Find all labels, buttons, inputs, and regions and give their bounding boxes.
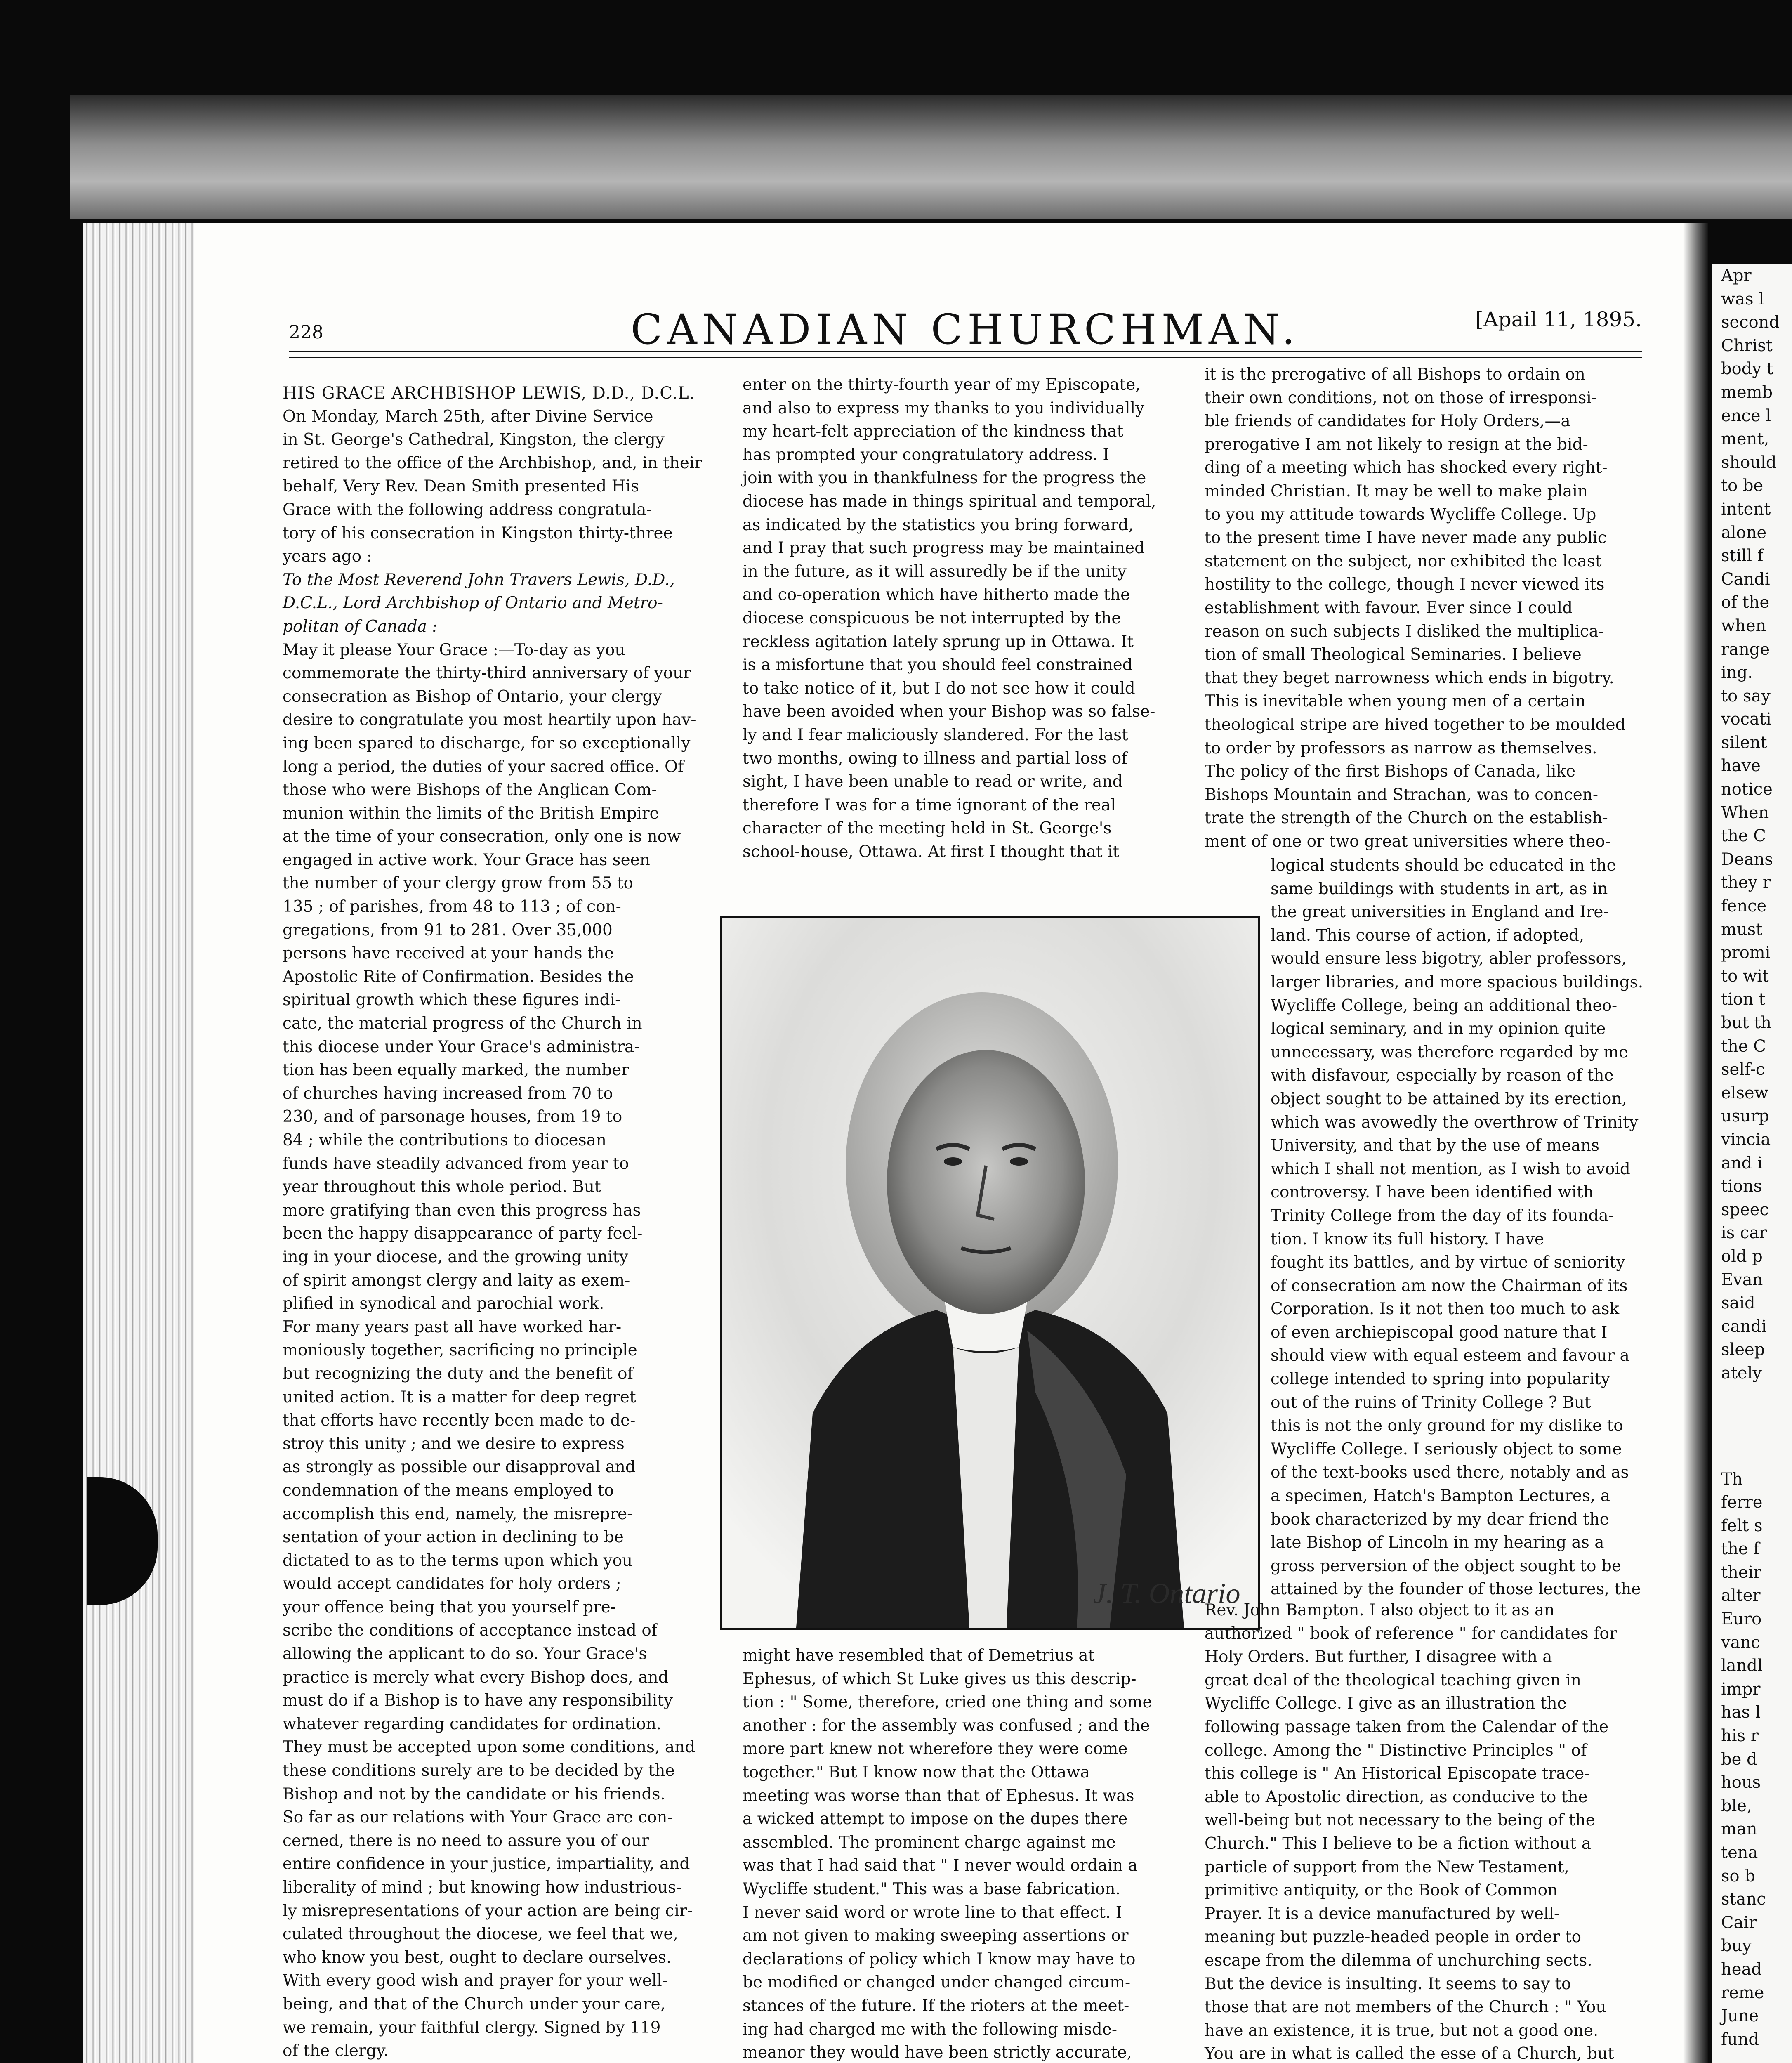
facing-page-line: reme [1721, 1983, 1764, 2002]
text-line: long a period, the duties of your sacred office. Of [283, 757, 684, 776]
facing-page-line: body t [1721, 359, 1773, 379]
text-line: stroy this unity ; and we desire to express [283, 1434, 625, 1453]
text-line: D.C.L., Lord Archbishop of Ontario and Metro- [283, 594, 663, 613]
text-line: with disfavour, especially by reason of the [1271, 1066, 1614, 1085]
text-line: must do if a Bishop is to have any responsibility [283, 1691, 673, 1710]
text-line: Holy Orders. But further, I disagree with a [1205, 1648, 1552, 1666]
text-line: character of the meeting held in St. George's [743, 819, 1112, 838]
text-line: Apostolic Rite of Confirmation. Besides the [283, 967, 634, 986]
text-line: of churches having increased from 70 to [283, 1084, 613, 1103]
text-line: controversy. I have been identified with [1271, 1183, 1594, 1202]
facing-page-line: candi [1721, 1317, 1767, 1336]
text-line: that they beget narrowness which ends in bigotry. [1205, 668, 1615, 687]
text-line: particle of support from the New Testament, [1205, 1858, 1569, 1877]
text-line: was that I had said that " I never would ordain a [743, 1856, 1138, 1875]
facing-page-line: elsew [1721, 1083, 1768, 1102]
text-line: Wycliffe student." This was a base fabrication. [743, 1879, 1121, 1898]
text-line: ding of a meeting which has shocked every right- [1205, 458, 1608, 477]
text-line: entire confidence in your justice, impartiality, and [283, 1855, 690, 1874]
text-line: object sought to be attained by its erection, [1271, 1089, 1627, 1108]
text-line: larger libraries, and more spacious buildings. [1271, 972, 1643, 991]
text-line: who know you best, ought to declare ourselves. [283, 1948, 672, 1967]
facing-page-line: When [1721, 803, 1769, 822]
text-line: 84 ; while the contributions to diocesan [283, 1131, 606, 1150]
text-line: in St. George's Cathedral, Kingston, the clergy [283, 430, 665, 449]
text-line: escape from the dilemma of unchurching sects. [1205, 1951, 1592, 1970]
text-line: this college is " An Historical Episcopate trace- [1205, 1764, 1590, 1783]
text-line: as strongly as possible our disapproval and [283, 1458, 636, 1477]
text-line: ly and I fear maliciously slandered. For the last [743, 725, 1128, 744]
text-line: and also to express my thanks to you individually [743, 399, 1145, 418]
text-line: funds have steadily advanced from year to [283, 1154, 629, 1173]
text-line: their own conditions, not on those of irresponsi- [1205, 388, 1597, 407]
masthead-title: CANADIAN CHURCHMAN. [630, 305, 1300, 354]
text-line: same buildings with students in art, as in [1271, 879, 1608, 898]
text-line: to the present time I have never made any public [1205, 529, 1607, 548]
text-line: school-house, Ottawa. At first I thought that it [743, 842, 1120, 861]
archbishop-portrait [720, 916, 1260, 1630]
portrait-signature: J. T. Ontario [1093, 1578, 1240, 1610]
book-page-edges [83, 223, 194, 2063]
text-line: which was avowedly the overthrow of Trinity [1271, 1113, 1639, 1132]
text-line: Prayer. It is a device manufactured by well- [1205, 1904, 1560, 1923]
facing-page-line: the C [1721, 826, 1766, 846]
facing-page-line: June [1721, 2006, 1759, 2026]
text-line: attained by the founder of those lectures, the [1271, 1580, 1641, 1599]
page-number: 228 [289, 322, 323, 343]
text-line: Wycliffe College. I give as an illustration the [1205, 1694, 1567, 1713]
text-line: I never said word or wrote line to that effect. I [743, 1903, 1122, 1922]
facing-page-line: fund [1721, 2030, 1759, 2049]
text-line: retired to the office of the Archbishop, and, in their [283, 453, 703, 472]
text-line: tion has been equally marked, the number [283, 1061, 629, 1080]
text-line: another : for the assembly was confused ; and the [743, 1716, 1150, 1735]
facing-page-line: Th [1721, 1469, 1743, 1489]
text-line: join with you in thankfulness for the progress the [743, 469, 1146, 488]
facing-page-line: Euro [1721, 1610, 1762, 1629]
text-line: culated throughout the diocese, we feel that we, [283, 1925, 678, 1944]
text-line: For many years past all have worked har- [283, 1317, 622, 1336]
text-line: to order by professors as narrow as themselves. [1205, 739, 1597, 758]
text-line: might have resembled that of Demetrius at [743, 1646, 1095, 1665]
column-2-bottom [743, 1644, 1188, 2063]
text-line: year throughout this whole period. But [283, 1178, 601, 1197]
text-line: cate, the material progress of the Church in [283, 1014, 642, 1033]
facing-page-line: usurp [1721, 1107, 1769, 1126]
text-line: munion within the limits of the British Empire [283, 804, 659, 823]
text-line: theological stripe are hived together to be moulded [1205, 715, 1626, 734]
text-line: two months, owing to illness and partial loss of [743, 749, 1127, 768]
facing-page-line: vocati [1721, 710, 1771, 729]
facing-page-line: vanc [1721, 1633, 1760, 1652]
text-line: liberality of mind ; but knowing how industrious- [283, 1878, 682, 1897]
facing-page-line: Evan [1721, 1270, 1763, 1289]
text-line: condemnation of the means employed to [283, 1481, 614, 1500]
facing-page-line: Cair [1721, 1913, 1757, 1932]
text-line: statement on the subject, nor exhibited the least [1205, 552, 1602, 571]
text-line: ing been spared to discharge, for so exceptionally [283, 734, 691, 753]
text-line: So far as our relations with Your Grace are con- [283, 1808, 673, 1827]
facing-page-line: ing. [1721, 663, 1753, 682]
text-line: tion of small Theological Seminaries. I believe [1205, 645, 1582, 664]
text-line: out of the ruins of Trinity College ? But [1271, 1393, 1591, 1412]
text-line: Grace with the following address congratula- [283, 500, 652, 519]
text-line: am not given to making sweeping assertions or [743, 1926, 1129, 1945]
facing-page-line: tion t [1721, 990, 1766, 1009]
text-line: more part knew not wherefore they were come [743, 1740, 1128, 1759]
text-line: years ago : [283, 547, 372, 566]
facing-page-line: alone [1721, 523, 1767, 542]
text-line: reckless agitation lately sprung up in Ottawa. It [743, 632, 1134, 651]
text-line: The policy of the first Bishops of Canada, like [1205, 762, 1576, 781]
text-line: a wicked attempt to impose on the dupes there [743, 1810, 1128, 1829]
facing-page-line: is car [1721, 1223, 1767, 1243]
facing-page-line: they r [1721, 873, 1771, 892]
text-line: and co-operation which have hitherto made the [743, 585, 1130, 604]
column-1 [283, 382, 736, 2063]
facing-page-line: impr [1721, 1679, 1761, 1699]
text-line: Trinity College from the day of its founda- [1271, 1206, 1614, 1225]
text-line: my heart-felt appreciation of the kindness that [743, 422, 1124, 441]
text-line: tion. I know its full history. I have [1271, 1230, 1544, 1249]
facing-page-line: fence [1721, 897, 1767, 916]
text-line: of consecration am now the Chairman of its [1271, 1276, 1628, 1295]
text-line: stances of the future. If the rioters at the meet- [743, 1996, 1129, 2015]
text-line: diocese conspicuous be not interrupted by the [743, 609, 1121, 628]
text-line: practice is merely what every Bishop does, and [283, 1668, 669, 1687]
text-line: we remain, your faithful clergy. Signed by 119 [283, 2018, 661, 2037]
facing-page-line: man [1721, 1820, 1757, 1839]
facing-page-line: Deans [1721, 850, 1773, 869]
column-3-narrow-body [1271, 854, 1650, 1601]
facing-page-line: memb [1721, 382, 1773, 402]
facing-page-line: ble, [1721, 1796, 1752, 1815]
text-line: being, and that of the Church under your care, [283, 1995, 666, 2013]
facing-page-line: felt s [1721, 1516, 1763, 1535]
text-line: assembled. The prominent charge against me [743, 1833, 1116, 1852]
text-line: ly misrepresentations of your action are being cir- [283, 1901, 693, 1920]
header-rule [289, 351, 1642, 352]
text-line: accomplish this end, namely, the misrepre- [283, 1504, 633, 1523]
text-line: declarations of policy which I know may have to [743, 1950, 1136, 1969]
text-line: tory of his consecration in Kingston thirty-three [283, 524, 673, 543]
facing-page-line: was l [1721, 289, 1764, 309]
facing-page-line: Christ [1721, 336, 1773, 355]
facing-page-line: Candi [1721, 569, 1770, 589]
facing-page-line: so b [1721, 1866, 1755, 1886]
scan-frame-top [70, 95, 1792, 219]
facing-page-line: promi [1721, 943, 1771, 963]
text-line: well-being but not necessary to the being of the [1205, 1811, 1595, 1830]
text-line: college intended to spring into popularity [1271, 1370, 1610, 1389]
text-line: would ensure less bigotry, abler professors, [1271, 949, 1627, 968]
text-line: meeting was worse than that of Ephesus. It was [743, 1786, 1134, 1805]
column-2-bottom-body [743, 1644, 1188, 2063]
text-line: May it please Your Grace :—To-day as you [283, 640, 625, 659]
text-line: gross perversion of the object sought to be [1271, 1556, 1621, 1575]
text-line: following passage taken from the Calendar of the [1205, 1717, 1609, 1736]
facing-page-line: stanc [1721, 1890, 1766, 1909]
facing-page-line: old p [1721, 1246, 1763, 1266]
facing-page-line: said [1721, 1294, 1755, 1313]
text-line: scribe the conditions of acceptance instead of [283, 1621, 658, 1640]
text-line: diocese has made in things spiritual and temporal, [743, 492, 1156, 511]
text-line: have been avoided when your Bishop was so false- [743, 702, 1155, 721]
text-line: On Monday, March 25th, after Divine Service [283, 407, 653, 426]
text-line: able to Apostolic direction, as conducive to the [1205, 1787, 1588, 1806]
text-line: logical seminary, and in my opinion quite [1271, 1020, 1606, 1039]
facing-page-line: ment, [1721, 430, 1769, 449]
text-line: at the time of your consecration, only one is now [283, 827, 681, 846]
text-line: sentation of your action in declining to be [283, 1528, 624, 1547]
text-line: sight, I have been unable to read or write, and [743, 772, 1123, 791]
facing-page-line: ately [1721, 1363, 1762, 1383]
text-line: these conditions surely are to be decided by the [283, 1761, 675, 1780]
facing-page-line: have [1721, 756, 1761, 776]
column-3-bottom-body [1205, 1599, 1650, 2063]
text-line: plified in synodical and parochial work. [283, 1294, 604, 1313]
facing-page-text [1712, 264, 1792, 2051]
text-line: unnecessary, was therefore regarded by me [1271, 1043, 1629, 1062]
text-line: should view with equal esteem and favour a [1271, 1346, 1629, 1365]
text-line: authorized " book of reference " for candidates for [1205, 1624, 1617, 1643]
text-line: primitive antiquity, or the Book of Common [1205, 1881, 1558, 1900]
facing-page-line: Apr [1721, 266, 1752, 285]
text-line: University, and that by the use of means [1271, 1136, 1599, 1155]
text-line: the number of your clergy grow from 55 to [283, 874, 633, 893]
column-3-bottom [1205, 1599, 1650, 2063]
text-line: persons have received at your hands the [283, 944, 614, 963]
facing-page-line: buy [1721, 1936, 1752, 1956]
text-line: those who were Bishops of the Anglican Com- [283, 781, 657, 800]
facing-page-line: the f [1721, 1539, 1760, 1559]
text-line: moniously together, sacrificing no principle [283, 1341, 637, 1360]
text-line: establishment with favour. Ever since I could [1205, 598, 1573, 617]
facing-page-line: still f [1721, 546, 1764, 566]
text-line: been the happy disappearance of party feel- [283, 1224, 643, 1243]
facing-page-line: and i [1721, 1153, 1763, 1173]
text-line: it is the prerogative of all Bishops to ordain on [1205, 365, 1585, 384]
book-gutter [1683, 223, 1708, 2063]
column-2-top [743, 373, 1188, 864]
text-line: reason on such subjects I disliked the multiplica- [1205, 622, 1604, 641]
facing-page-line: the C [1721, 1036, 1766, 1056]
text-line: this is not the only ground for my dislike to [1271, 1416, 1623, 1435]
text-line: this diocese under Your Grace's administra- [283, 1037, 640, 1056]
article-title: HIS GRACE ARCHBISHOP LEWIS, D.D., D.C.L. [283, 384, 695, 403]
facing-page-line: tena [1721, 1843, 1758, 1862]
text-line: You are in what is called the esse of a Church, but [1205, 2044, 1614, 2063]
facing-page-line: ferre [1721, 1493, 1763, 1512]
column-1-body [283, 405, 736, 2063]
text-line: Bishops Mountain and Strachan, was to concen- [1205, 785, 1599, 804]
text-line: would accept candidates for holy orders ; [283, 1574, 621, 1593]
text-line: meanor they would have been strictly accurate, [743, 2043, 1132, 2062]
facing-page-line: hous [1721, 1773, 1761, 1792]
issue-date: [Apail 11, 1895. [1475, 307, 1642, 331]
text-line: Ephesus, of which St Luke gives us this descrip- [743, 1669, 1137, 1688]
text-line: which I shall not mention, as I wish to avoid [1271, 1159, 1630, 1178]
text-line: logical students should be educated in the [1271, 856, 1616, 875]
text-line: behalf, Very Rev. Dean Smith presented His [283, 477, 639, 496]
text-line: great deal of the theological teaching given in [1205, 1671, 1582, 1690]
facing-page-line: head [1721, 1959, 1762, 1979]
page-header [289, 297, 1642, 355]
facing-page-line: second [1721, 313, 1780, 332]
facing-page-line: their [1721, 1563, 1761, 1582]
text-line: be modified or changed under changed circum- [743, 1973, 1131, 1992]
text-line: 135 ; of parishes, from 48 to 113 ; of con- [283, 897, 621, 916]
text-line: hostility to the college, though I never viewed its [1205, 575, 1605, 594]
text-line: allowing the applicant to do so. Your Grace's [283, 1645, 647, 1664]
text-line: commemorate the thirty-third anniversary of your [283, 664, 691, 683]
text-line: book characterized by my dear friend the [1271, 1510, 1609, 1529]
text-line: those that are not members of the Church : " You [1205, 1998, 1606, 2017]
text-line: engaged in active work. Your Grace has seen [283, 850, 650, 869]
text-line: ing had charged me with the following misde- [743, 2020, 1118, 2039]
text-line: tion : " Some, therefore, cried one thing and some [743, 1693, 1152, 1712]
facing-page-line: to say [1721, 686, 1771, 706]
text-line: Rev. John Bampton. I also object to it as an [1205, 1601, 1555, 1619]
text-line: of the clergy. [283, 2042, 389, 2061]
text-line: They must be accepted upon some conditions, and [283, 1738, 696, 1757]
text-line: as indicated by the statistics you bring forward, [743, 515, 1134, 534]
text-line: the great universities in England and Ire- [1271, 903, 1609, 922]
text-line: But the device is insulting. It seems to say to [1205, 1974, 1571, 1993]
text-line: Bishop and not by the candidate or his friends. [283, 1784, 665, 1803]
facing-page-line: his r [1721, 1726, 1759, 1746]
text-line: late Bishop of Lincoln in my hearing as a [1271, 1533, 1604, 1552]
text-line: consecration as Bishop of Ontario, your clergy [283, 687, 662, 706]
facing-page-line: sleep [1721, 1340, 1765, 1360]
text-line: of spirit amongst clergy and laity as exem- [283, 1271, 630, 1290]
text-line: ble friends of candidates for Holy Orders,—a [1205, 412, 1570, 431]
text-line: together." But I know now that the Ottawa [743, 1763, 1090, 1782]
facing-page-line: when [1721, 616, 1766, 635]
text-line: Wycliffe College. I seriously object to some [1271, 1440, 1622, 1459]
column-3-narrow [1271, 854, 1650, 1601]
portrait-engraving [722, 918, 1258, 1628]
facing-page-line: notice [1721, 780, 1773, 799]
text-line: therefore I was for a time ignorant of the real [743, 795, 1116, 814]
text-line: politan of Canada : [283, 617, 438, 636]
text-line: With every good wish and prayer for your well- [283, 1971, 667, 1990]
facing-page-line: range [1721, 640, 1770, 659]
text-line: and I pray that such progress may be maintained [743, 539, 1145, 558]
facing-page-line: intent [1721, 499, 1771, 519]
facing-page-line: self-c [1721, 1060, 1765, 1079]
text-line: college. Among the " Distinctive Principles " of [1205, 1741, 1587, 1760]
text-line: meaning but puzzle-headed people in order to [1205, 1928, 1582, 1947]
facing-page-line: be d [1721, 1749, 1757, 1769]
text-line: is a misfortune that you should feel constrained [743, 656, 1133, 675]
text-line: desire to congratulate you most heartily upon hav- [283, 710, 696, 729]
text-line: dictated to as to the terms upon which you [283, 1551, 633, 1570]
facing-page-line: landl [1721, 1656, 1763, 1676]
text-line: in the future, as it will assuredly be if the unity [743, 562, 1127, 581]
facing-page-line: to wit [1721, 966, 1769, 986]
text-line: To the Most Reverend John Travers Lewis, D.D., [283, 570, 675, 589]
facing-page-line: speec [1721, 1200, 1769, 1219]
text-line: land. This course of action, if adopted, [1271, 926, 1585, 945]
facing-page [1712, 264, 1792, 2063]
facing-page-line: must [1721, 920, 1763, 939]
text-line: to you my attitude towards Wycliffe College. Up [1205, 505, 1596, 524]
column-3-top [1205, 363, 1650, 853]
column-2-top-body [743, 373, 1188, 864]
text-line: enter on the thirty-fourth year of my Episcopate, [743, 375, 1141, 394]
facing-page-line: silent [1721, 733, 1767, 752]
facing-page-line: but th [1721, 1013, 1771, 1032]
text-line: has prompted your congratulatory address. I [743, 445, 1109, 464]
facing-page-line: to be [1721, 476, 1764, 496]
text-line: Corporation. Is it not then too much to ask [1271, 1300, 1620, 1319]
text-line: your offence being that you yourself pre- [283, 1598, 616, 1617]
facing-page-line: alter [1721, 1586, 1761, 1605]
text-line: prerogative I am not likely to resign at the bid- [1205, 435, 1588, 454]
text-line: gregations, from 91 to 281. Over 35,000 [283, 921, 613, 939]
text-line: minded Christian. It may be well to make plain [1205, 482, 1588, 500]
facing-page-line: of the [1721, 593, 1770, 612]
facing-page-line: has l [1721, 1703, 1761, 1722]
text-line: have an existence, it is true, but not a good one. [1205, 2021, 1599, 2040]
facing-page-line: vincia [1721, 1130, 1771, 1149]
facing-page-line: tions [1721, 1177, 1762, 1196]
text-line: fought its battles, and by virtue of seniority [1271, 1253, 1625, 1272]
text-line: spiritual growth which these figures indi- [283, 991, 621, 1010]
text-line: of the text-books used there, notably and as [1271, 1463, 1629, 1482]
text-line: Wycliffe College, being an additional theo- [1271, 996, 1618, 1015]
text-line: but recognizing the duty and the benefit of [283, 1364, 633, 1383]
text-line: more gratifying than even this progress has [283, 1201, 641, 1220]
header-rule-thin [289, 357, 1642, 358]
text-line: of even archiepiscopal good nature that I [1271, 1323, 1608, 1342]
text-line: ment of one or two great universities where theo- [1205, 832, 1610, 851]
text-line: ing in your diocese, and the growing unity [283, 1247, 629, 1266]
text-line: Church." This I believe to be a fiction without a [1205, 1834, 1592, 1853]
facing-page-line: ence l [1721, 406, 1771, 425]
text-line: united action. It is a matter for deep regret [283, 1388, 636, 1407]
text-line: whatever regarding candidates for ordination. [283, 1714, 662, 1733]
text-line: cerned, there is no need to assure you of our [283, 1831, 649, 1850]
text-line: that efforts have recently been made to de- [283, 1411, 636, 1430]
facing-page-line: should [1721, 453, 1777, 472]
text-line: trate the strength of the Church on the establish- [1205, 809, 1608, 828]
column-3-top-body [1205, 363, 1650, 853]
text-line: This is inevitable when young men of a certain [1205, 692, 1586, 711]
text-line: to take notice of it, but I do not see how it could [743, 679, 1135, 698]
text-line: 230, and of parsonage houses, from 19 to [283, 1107, 622, 1126]
text-line: a specimen, Hatch's Bampton Lectures, a [1271, 1487, 1610, 1506]
